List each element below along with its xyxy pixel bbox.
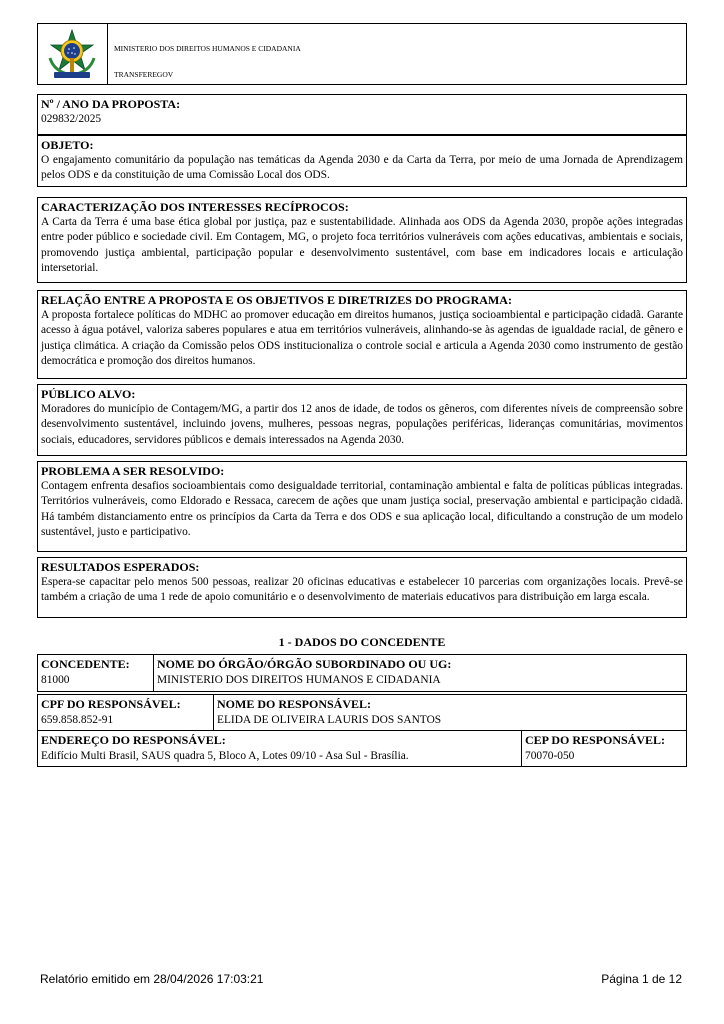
reciprocal-interests-label: CARACTERIZAÇÃO DOS INTERESSES RECÍPROCOS: <box>41 200 349 214</box>
target-audience-box <box>37 384 687 456</box>
agency-name-cell <box>153 655 686 691</box>
responsible-cpf-value: 659.858.852-91 <box>41 714 114 726</box>
object-box <box>37 135 687 187</box>
responsible-address-label: ENDEREÇO DO RESPONSÁVEL: <box>41 733 226 747</box>
target-audience-label: PÚBLICO ALVO: <box>41 387 136 401</box>
page-number: Página 1 de 12 <box>601 972 682 986</box>
grantor-row <box>37 654 687 692</box>
proposal-number-label: Nº / ANO DA PROPOSTA: <box>41 97 181 111</box>
agency-name-value: MINISTERIO DOS DIREITOS HUMANOS E CIDADANIA <box>157 674 441 686</box>
program-relation-label: RELAÇÃO ENTRE A PROPOSTA E OS OBJETIVOS E DIRETRIZES DO PROGRAMA: <box>41 293 512 307</box>
grantor-section-title: 1 - DADOS DO CONCEDENTE <box>278 635 446 649</box>
ministry-name: MINISTERIO DOS DIREITOS HUMANOS E CIDADANIA <box>114 44 301 53</box>
address-row <box>37 730 687 767</box>
problem-label: PROBLEMA A SER RESOLVIDO: <box>41 464 225 478</box>
responsible-row <box>37 694 687 731</box>
proposal-number-value: 029832/2025 <box>41 113 102 125</box>
problem-text: Contagem enfrenta desafios socioambientais como desigualdade territorial, contaminação ambiental e falta de políticas públicas integradas. Territórios vulneráveis, como Eldorado e Ressaca, carecem de ações que unam justiça social, preservação ambiental e participação cidadã. Há também distanciamento entre os princípios da Carta da Terra e dos ODS e sua aplicação local, dificultando a construção de um modelo sustentável, justo e participativo. <box>41 480 683 538</box>
program-relation-text: A proposta fortalece políticas do MDHC ao promover educação em direitos humanos, justiça socioambiental e participação cidadã. Garante acesso à água potável, valoriza saberes populares e atua em territórios vulneráveis, alinhando-se às agendas de igualdade racial, de gênero e justiça climática. A criação da Comissão pelos ODS institucionaliza o controle social e articula a Agenda 2030 como instrumento de gestão democrática e promoção dos direitos humanos. <box>41 309 683 367</box>
system-name: TRANSFEREGOV <box>114 70 174 79</box>
reciprocal-interests-text: A Carta da Terra é uma base ética global por justiça, paz e sustentabilidade. Alinhada aos ODS da Agenda 2030, propõe ações integradas entre poder público e sociedade civil. Em Contagem, MG, o projeto foca territórios vulneráveis com ações educativas, ambientais e sociais, promovendo justiça ambiental, participação popular e desenvolvimento sustentável, com base em indicadores locais e articulação intersetorial. <box>41 216 683 274</box>
responsible-cpf-label: CPF DO RESPONSÁVEL: <box>41 697 181 711</box>
responsible-cep-label: CEP DO RESPONSÁVEL: <box>525 733 666 747</box>
expected-results-text: Espera-se capacitar pelo menos 500 pessoas, realizar 20 oficinas educativas e estabelecer 10 parcerias com organizações locais. Prevê-se também a criação de uma 1 rede de apoio comunitário e o desenvolvimento de materiais educativos para distribuição em larga escala. <box>41 576 683 604</box>
proposal-number-box <box>37 94 687 135</box>
grantor-code-cell <box>38 655 153 691</box>
brazil-coat-of-arms-icon <box>44 28 100 80</box>
responsible-address-value: Edifício Multi Brasil, SAUS quadra 5, Bloco A, Lotes 09/10 - Asa Sul - Brasília. <box>41 750 409 762</box>
header-divider <box>107 24 108 84</box>
responsible-cpf-cell <box>38 695 213 730</box>
program-relation-box <box>37 290 687 379</box>
responsible-cep-cell <box>521 731 686 766</box>
expected-results-box <box>37 557 687 618</box>
responsible-name-label: NOME DO RESPONSÁVEL: <box>217 697 372 711</box>
responsible-name-value: ELIDA DE OLIVEIRA LAURIS DOS SANTOS <box>217 714 442 726</box>
document-header <box>37 23 687 85</box>
object-text: O engajamento comunitário da população nas temáticas da Agenda 2030 e da Carta da Terra, por meio de uma Jornada de Aprendizagem pelos ODS e da constituição de uma Comissão Local dos ODS. <box>41 154 683 182</box>
expected-results-label: RESULTADOS ESPERADOS: <box>41 560 200 574</box>
responsible-cep-value: 70070-050 <box>525 750 575 762</box>
responsible-name-cell <box>213 695 686 730</box>
grantor-code-value: 81000 <box>41 674 70 686</box>
report-timestamp: Relatório emitido em 28/04/2026 17:03:21 <box>40 972 264 986</box>
responsible-address-cell <box>38 731 521 766</box>
problem-box <box>37 461 687 552</box>
reciprocal-interests-box <box>37 197 687 283</box>
target-audience-text: Moradores do município de Contagem/MG, a partir dos 12 anos de idade, de todos os gêneros, com diferentes níveis de compreensão sobre desenvolvimento sustentável, incluindo jovens, mulheres, pessoas negras, populações periféricas, lideranças comunitárias, movimentos sociais, educadores, servidores públicos e demais interessados na Agenda 2030. <box>41 403 683 446</box>
agency-name-label: NOME DO ÓRGÃO/ÓRGÃO SUBORDINADO OU UG: <box>157 657 452 671</box>
object-label: OBJETO: <box>41 138 94 152</box>
grantor-code-label: CONCEDENTE: <box>41 657 130 671</box>
